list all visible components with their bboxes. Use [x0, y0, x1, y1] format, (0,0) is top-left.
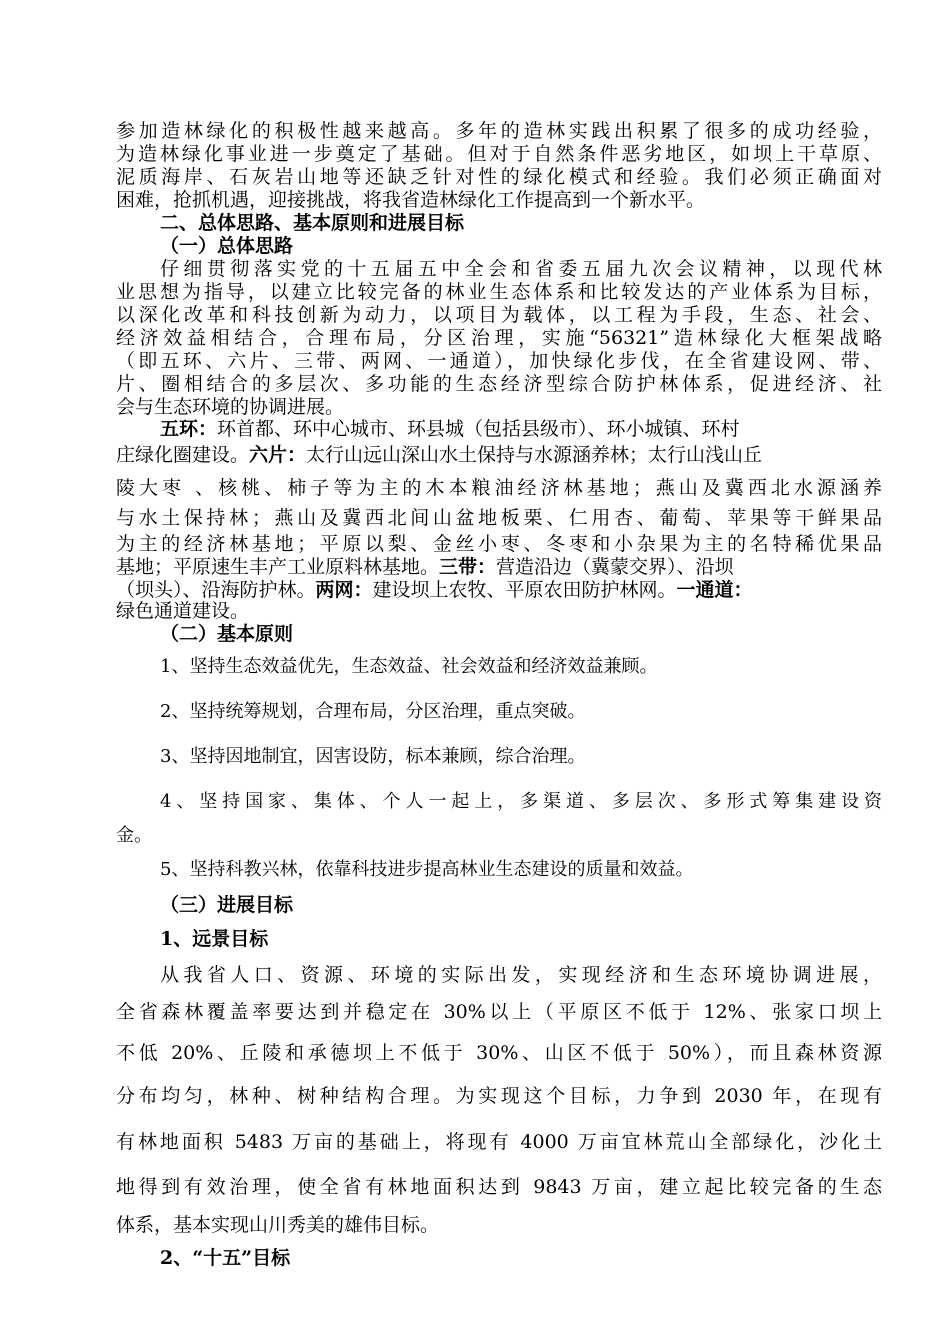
- paragraph-line: 片、圈相结合的多层次、多功能的生态经济型综合防护林体系，促进经济、社: [116, 373, 882, 395]
- text-run: 太行山远山深山水土保持与水源涵养林；太行山浅山丘: [306, 444, 763, 466]
- subsection-heading: （二）基本原则: [160, 623, 294, 645]
- paragraph-line: 从我省人口、资源、环境的实际出发，实现经济和生态环境协调进展，: [160, 964, 882, 986]
- paragraph-line: 体系，基本实现山川秀美的雄伟目标。: [116, 1214, 440, 1236]
- paragraph-line: 全省森林覆盖率要达到并稳定在 30%以上（平原区不低于 12%、张家口坝上: [116, 1001, 882, 1023]
- text-run: 基地；平原速生丰产工业原料林基地。: [116, 556, 440, 578]
- subsection-heading: 2、“十五”目标: [160, 1247, 291, 1269]
- subsection-heading: 1、远景目标: [160, 928, 269, 950]
- paragraph-line: 以深化改革和科技创新为动力，以项目为载体，以工程为手段，生态、社会、: [116, 304, 882, 326]
- paragraph-line: 困难，抢抓机遇，迎接挑战，将我省造林绿化工作提高到一个新水平。: [116, 189, 706, 211]
- text-run: 建设坝上农牧、平原农田防护林网。: [372, 579, 677, 601]
- principle-item: 5、坚持科教兴林，依靠科技进步提高林业生态建设的质量和效益。: [160, 859, 694, 880]
- paragraph-line: 陵大枣 、核桃、柿子等为主的木本粮油经济林基地；燕山及冀西北水源涵养: [116, 477, 882, 499]
- paragraph-line: 有林地面积 5483 万亩的基础上，将现有 4000 万亩宜林荒山全部绿化，沙化土: [116, 1131, 882, 1153]
- paragraph-line: 绿色通道建设。: [116, 600, 250, 622]
- principle-item: 3、坚持因地制宜，因害设防，标本兼顾，综合治理。: [160, 746, 586, 767]
- paragraph-line: 业思想为指导，以建立比较完备的林业生态体系和比较发达的产业体系为目标，: [116, 281, 882, 303]
- text-run: 庄绿化圈建设。: [116, 444, 250, 466]
- paragraph-line: 与水土保持林；燕山及冀西北间山盆地板栗、仁用杏、葡萄、苹果等干鲜果品: [116, 507, 882, 529]
- subsection-heading: （三）进展目标: [160, 894, 294, 916]
- principle-item: 1、坚持生态效益优先，生态效益、社会效益和经济效益兼顾。: [160, 656, 658, 677]
- paragraph-line: 会与生态环境的协调进展。: [116, 396, 345, 418]
- subsection-heading: （一）总体思路: [160, 235, 294, 257]
- paragraph-line: 参加造林绿化的积极性越来越高。多年的造林实践出积累了很多的成功经验，: [116, 120, 882, 142]
- section-heading: 二、总体思路、基本原则和进展目标: [160, 212, 465, 234]
- paragraph-line: 经济效益相结合，合理布局，分区治理，实施“56321”造林绿化大框架战略: [116, 327, 882, 349]
- paragraph-line: 为造林绿化事业进一步奠定了基础。但对于自然条件恶劣地区，如坝上干草原、: [116, 143, 882, 165]
- principle-item: 金。: [116, 825, 152, 846]
- paragraph-line: 分布均匀，林种、树种结构合理。为实现这个目标，力争到 2030 年，在现有: [116, 1085, 882, 1107]
- term-wuhuan: 五环：: [160, 418, 218, 440]
- term-yitongdao: 一通道：: [676, 579, 753, 601]
- principle-item: 2、坚持统筹规划，合理布局，分区治理，重点突破。: [160, 701, 586, 722]
- paragraph-line: 不低 20%、丘陵和承德坝上不低于 30%、山区不低于 50%），而且森林资源: [116, 1042, 882, 1064]
- paragraph-line: [116, 440, 882, 467]
- text-run: 环首都、环中心城市、环县城（包括县级市）、环小城镇、环村: [217, 418, 740, 440]
- paragraph-line: [160, 414, 882, 441]
- paragraph-line: 仔细贯彻落实党的十五届五中全会和省委五届九次会议精神，以现代林: [160, 258, 882, 280]
- text-run: 营造沿边（冀蒙交界）、沿坝: [496, 556, 734, 578]
- paragraph-line: 泥质海岸、石灰岩山地等还缺乏针对性的绿化模式和经验。我们必须正确面对: [116, 166, 882, 188]
- paragraph-line: 为主的经济林基地；平原以梨、金丝小枣、冬枣和小杂果为主的名特稀优果品: [116, 533, 882, 555]
- paragraph-line: 地得到有效治理，使全省有林地面积达到 9843 万亩，建立起比较完备的生态: [116, 1176, 882, 1198]
- principle-item: 4、坚持国家、集体、个人一起上，多渠道、多层次、多形式筹集建设资: [160, 791, 882, 812]
- term-liangwang: 两网：: [315, 579, 373, 601]
- paragraph-line: （即五环、六片、三带、两网、一通道），加快绿化步伐，在全省建设网、带、: [116, 350, 882, 372]
- term-sandai: 三带：: [439, 556, 497, 578]
- text-run: （坝头）、沿海防护林。: [116, 579, 316, 601]
- term-liupian: 六片：: [249, 444, 307, 466]
